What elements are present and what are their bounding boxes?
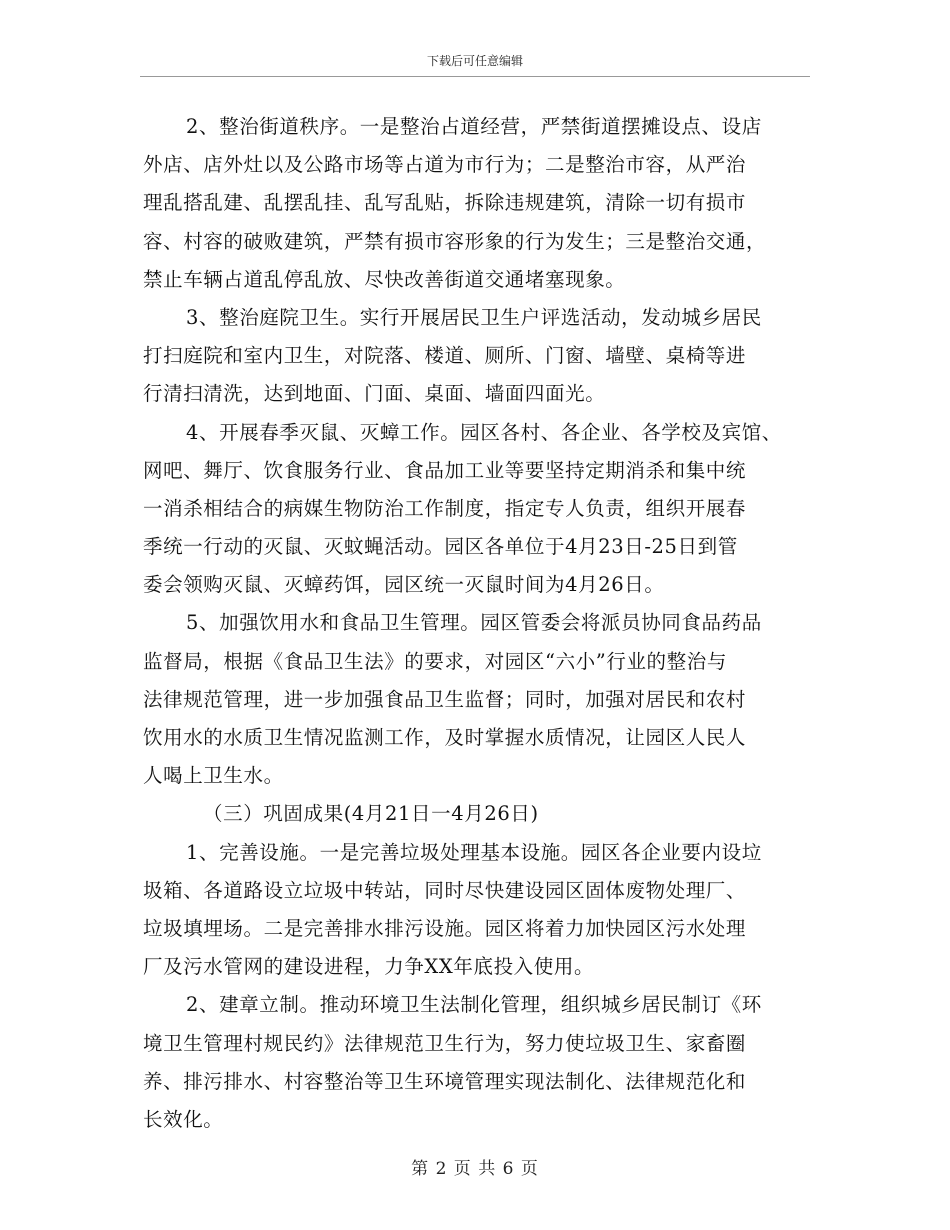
header-divider (140, 76, 810, 77)
text-line: 养、排污排水、村容整治等卫生环境管理实现法制化、法律规范化和 (143, 1069, 747, 1093)
text-line: 垃圾填埋场。二是完善排水排污设施。园区将着力加快园区污水处理 (143, 916, 747, 940)
text-line: 4、开展春季灭鼠、灭蟑工作。园区各村、各企业、各学校及宾馆、 (186, 420, 782, 444)
text-line: 5、加强饮用水和食品卫生管理。园区管委会将派员协同食品药品 (186, 611, 762, 635)
page-header: 下载后可任意编辑 (426, 54, 523, 68)
text-line: 禁止车辆占道乱停乱放、尽快改善街道交通堵塞现象。 (143, 267, 626, 291)
document-body (143, 108, 815, 1139)
text-line: 理乱搭乱建、乱摆乱挂、乱写乱贴，拆除违规建筑，清除一切有损市 (143, 191, 747, 215)
text-line: 境卫生管理村规民约》法律规范卫生行为，努力使垃圾卫生、家畜圈 (143, 1031, 747, 1055)
text-line: 外店、店外灶以及公路市场等占道为市行为；二是整治市容，从严治 (143, 153, 747, 177)
text-line: 一消杀相结合的病媒生物防治工作制度，指定专人负责，组织开展春 (143, 496, 747, 520)
page-footer: 第 2 页 共 6 页 (411, 1159, 539, 1179)
text-line: 监督局，根据《食品卫生法》的要求，对园区“六小”行业的整治与 (143, 649, 727, 673)
text-line: 委会领购灭鼠、灭蟑药饵，园区统一灭鼠时间为4月26日。 (143, 573, 665, 597)
text-line: 容、村容的破败建筑，严禁有损市容形象的行为发生；三是整治交通， (143, 229, 767, 253)
text-line: 圾箱、各道路设立垃圾中转站，同时尽快建设园区固体废物处理厂、 (143, 878, 747, 902)
text-line: 季统一行动的灭鼠、灭蚊蝇活动。园区各单位于4月23日-25日到管 (143, 535, 738, 559)
text-line: 打扫庭院和室内卫生，对院落、楼道、厕所、门窗、墙壁、桌椅等进 (143, 344, 747, 368)
text-line: 长效化。 (143, 1107, 224, 1131)
text-line: 厂及污水管网的建设进程，力争XX年底投入使用。 (143, 955, 595, 979)
text-line: 2、整治街道秩序。一是整治占道经营，严禁街道摆摊设点、设店 (186, 115, 762, 138)
text-line: 网吧、舞厅、饮食服务行业、食品加工业等要坚持定期消杀和集中统 (143, 458, 747, 482)
text-line: 1、完善设施。一是完善垃圾处理基本设施。园区各企业要内设垃 (186, 840, 762, 864)
text-line: 行清扫清洗，达到地面、门面、桌面、墙面四面光。 (143, 382, 606, 406)
text-line: 饮用水的水质卫生情况监测工作，及时掌握水质情况，让园区人民人 (143, 726, 747, 749)
text-line: 3、整治庭院卫生。实行开展居民卫生户评选活动，发动城乡居民 (186, 305, 762, 329)
text-line: 法律规范管理，进一步加强食品卫生监督；同时，加强对居民和农村 (143, 687, 747, 711)
text-line: 人喝上卫生水。 (143, 764, 284, 788)
section-heading: （三）巩固成果(4月21日一4月26日) (203, 802, 539, 826)
text-line: 2、建章立制。推动环境卫生法制化管理，组织城乡居民制订《环 (186, 993, 762, 1017)
